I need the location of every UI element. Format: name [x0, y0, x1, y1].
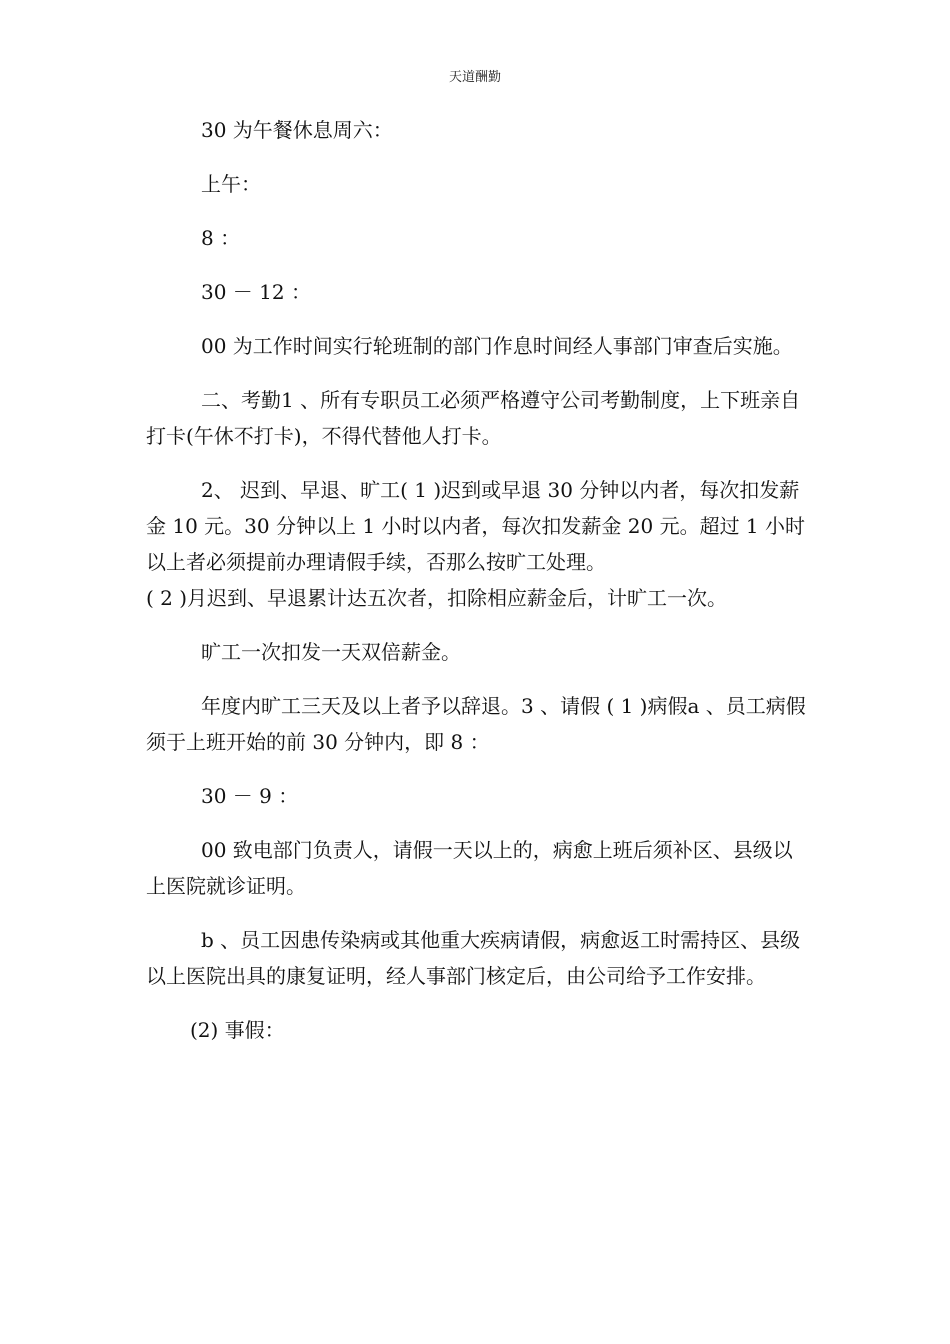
- paragraph-time-start: 8 ：: [201, 226, 241, 250]
- paragraph-time-range: 30 － 12 ：: [201, 280, 311, 304]
- paragraph-attendance-1: 二、考勤1 、所有专职员工必须严格遵守公司考勤制度，上下班亲自打卡(午休不打卡)，不得代替他人打卡。: [146, 388, 801, 448]
- paragraph-personal-leave: (2) 事假：: [190, 1018, 285, 1042]
- paragraph-time-range-2: 30 － 9 ：: [201, 784, 299, 808]
- paragraph-late-accumulate: ( 2 )月迟到、早退累计达五次者，扣除相应薪金后，计旷工一次。: [146, 586, 728, 610]
- paragraph-morning: 上午：: [201, 172, 261, 196]
- document-body: [146, 112, 811, 1066]
- paragraph-infectious: b 、员工因患传染病或其他重大疾病请假，病愈返工时需持区、县级以上医院出具的康复证明，经人事部门核定后，由公司给予工作安排。: [146, 928, 801, 988]
- page-header: 天道酬勤: [448, 70, 501, 85]
- paragraph-absence-penalty: 旷工一次扣发一天双倍薪金。: [201, 640, 461, 664]
- paragraph-late-early: 2、 迟到、早退、旷工( 1 )迟到或早退 30 分钟以内者，每次扣发薪金 10 元。30 分钟以上 1 小时以内者，每次扣发薪金 20 元。超过 1 小时以上者必须提前办理请假手续，否那么按旷工处理。: [146, 478, 806, 574]
- paragraph-sick-proof: 00 致电部门负责人，请假一天以上的，病愈上班后须补区、县级以上医院就诊证明。: [146, 838, 793, 898]
- paragraph-sick-leave: 年度内旷工三天及以上者予以辞退。3 、请假 ( 1 )病假a 、员工病假须于上班开始的前 30 分钟内，即 8 ：: [146, 694, 806, 754]
- paragraph-lunch-break: 30 为午餐休息周六：: [201, 118, 393, 142]
- paragraph-work-hours: 00 为工作时间实行轮班制的部门作息时间经人事部门审查后实施。: [201, 334, 793, 358]
